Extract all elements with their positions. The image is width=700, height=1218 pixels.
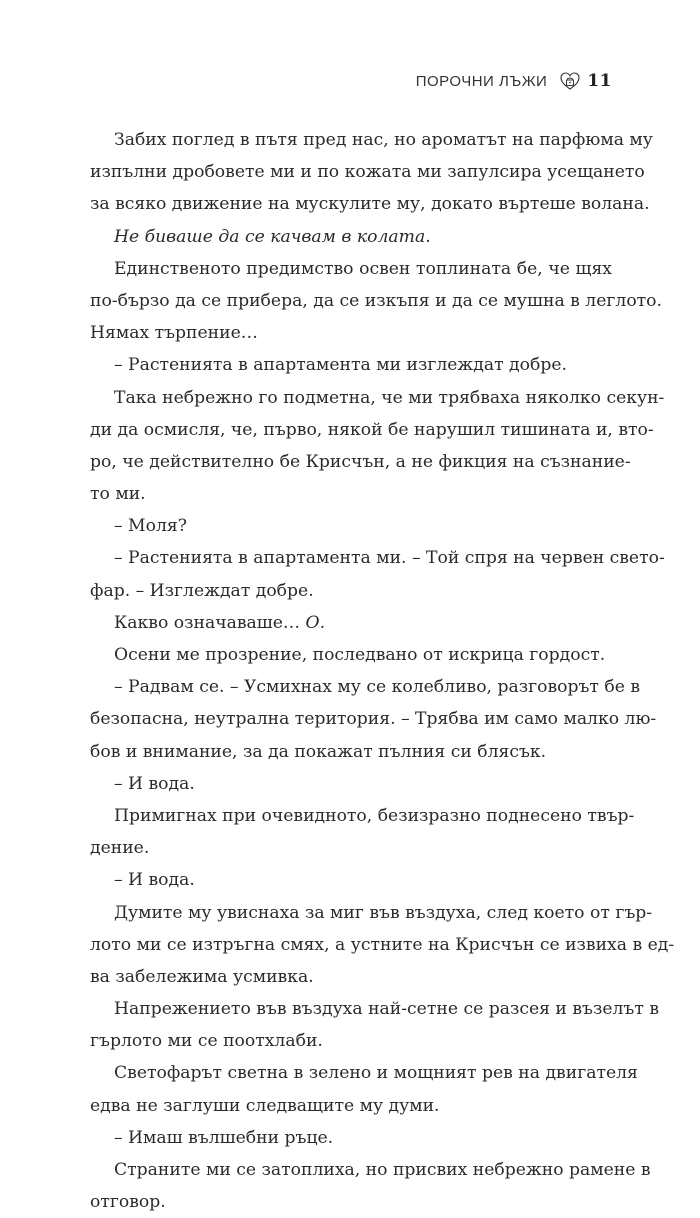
text-line: то ми. bbox=[90, 484, 146, 505]
text-line: Какво означаваше… О. bbox=[114, 612, 326, 633]
text-line: Единственото предимство освен топлината бе, че щях bbox=[114, 258, 612, 279]
text-line: бов и внимание, за да покажат пълния си блясък. bbox=[90, 741, 547, 762]
text-line: – И вода. bbox=[114, 870, 195, 891]
text-line: изпълни дробовете ми и по кожата ми запулсира усещането bbox=[90, 162, 645, 183]
body-text bbox=[90, 124, 675, 1218]
page-number: 11 bbox=[587, 71, 612, 91]
text-line: – Имаш вълшебни ръце. bbox=[114, 1127, 334, 1148]
text-line: за всяко движение на мускулите му, докато въртеше волана. bbox=[90, 194, 650, 215]
text-line: – Радвам се. – Усмихнах му се колебливо, разговорът бе в bbox=[114, 677, 641, 698]
text-line: – Растенията в апартамента ми. – Той спря на червен свето- bbox=[114, 548, 665, 569]
text-line: ди да осмисля, че, първо, някой бе нарушил тишината и, вто- bbox=[90, 419, 654, 440]
text-line: отговор. bbox=[90, 1192, 166, 1213]
text-line: Светофарът светна в зелено и мощният рев на двигателя bbox=[114, 1063, 638, 1084]
text-line: – И вода. bbox=[114, 773, 195, 794]
text-line: фар. – Изглеждат добре. bbox=[90, 580, 314, 601]
heart-lock-icon bbox=[559, 70, 581, 92]
text-line: – Моля? bbox=[114, 516, 187, 537]
running-header bbox=[416, 70, 612, 92]
italic-emphasis: О. bbox=[305, 612, 326, 633]
text-line: по-бързо да се прибера, да се изкъпя и да се мушна в леглото. bbox=[90, 290, 662, 311]
text-line: Осени ме прозрение, последвано от искрица гордост. bbox=[114, 645, 606, 665]
text-line: едва не заглуши следващите му думи. bbox=[90, 1095, 440, 1116]
text-line: безопасна, неутрална територия. – Трябва им само малко лю- bbox=[90, 709, 657, 730]
text-line: Примигнах при очевидното, безизразно поднесено твър- bbox=[114, 805, 635, 826]
text-line: Страните ми се затоплиха, но присвих небрежно рамене в bbox=[114, 1160, 651, 1180]
text-line: Забих поглед в пътя пред нас, но ароматът на парфюма му bbox=[114, 130, 653, 150]
running-title: ПОРОЧНИ ЛЪЖИ bbox=[415, 72, 548, 90]
text-line: Напрежението във въздуха най-сетне се разсея и възелът в bbox=[114, 999, 660, 1020]
text-line: ва забележима усмивка. bbox=[90, 966, 314, 987]
text-line: – Растенията в апартамента ми изглеждат добре. bbox=[114, 355, 567, 376]
text-line: Не биваше да се качвам в колата. bbox=[114, 226, 431, 247]
text-line: Нямах търпение… bbox=[90, 323, 258, 344]
text-line: гърлото ми се поотхлаби. bbox=[90, 1031, 323, 1052]
text-line: Така небрежно го подметна, че ми трябваха няколко секун- bbox=[114, 387, 665, 408]
text-line: ро, че действително бе Крисчън, а не фикция на съзнание- bbox=[90, 451, 631, 472]
text-line: Думите му увиснаха за миг във въздуха, след което от гър- bbox=[114, 902, 653, 923]
text-line: дение. bbox=[90, 838, 150, 859]
text-line: лото ми се изтръгна смях, а устните на Крисчън се извиха в ед- bbox=[90, 934, 675, 955]
